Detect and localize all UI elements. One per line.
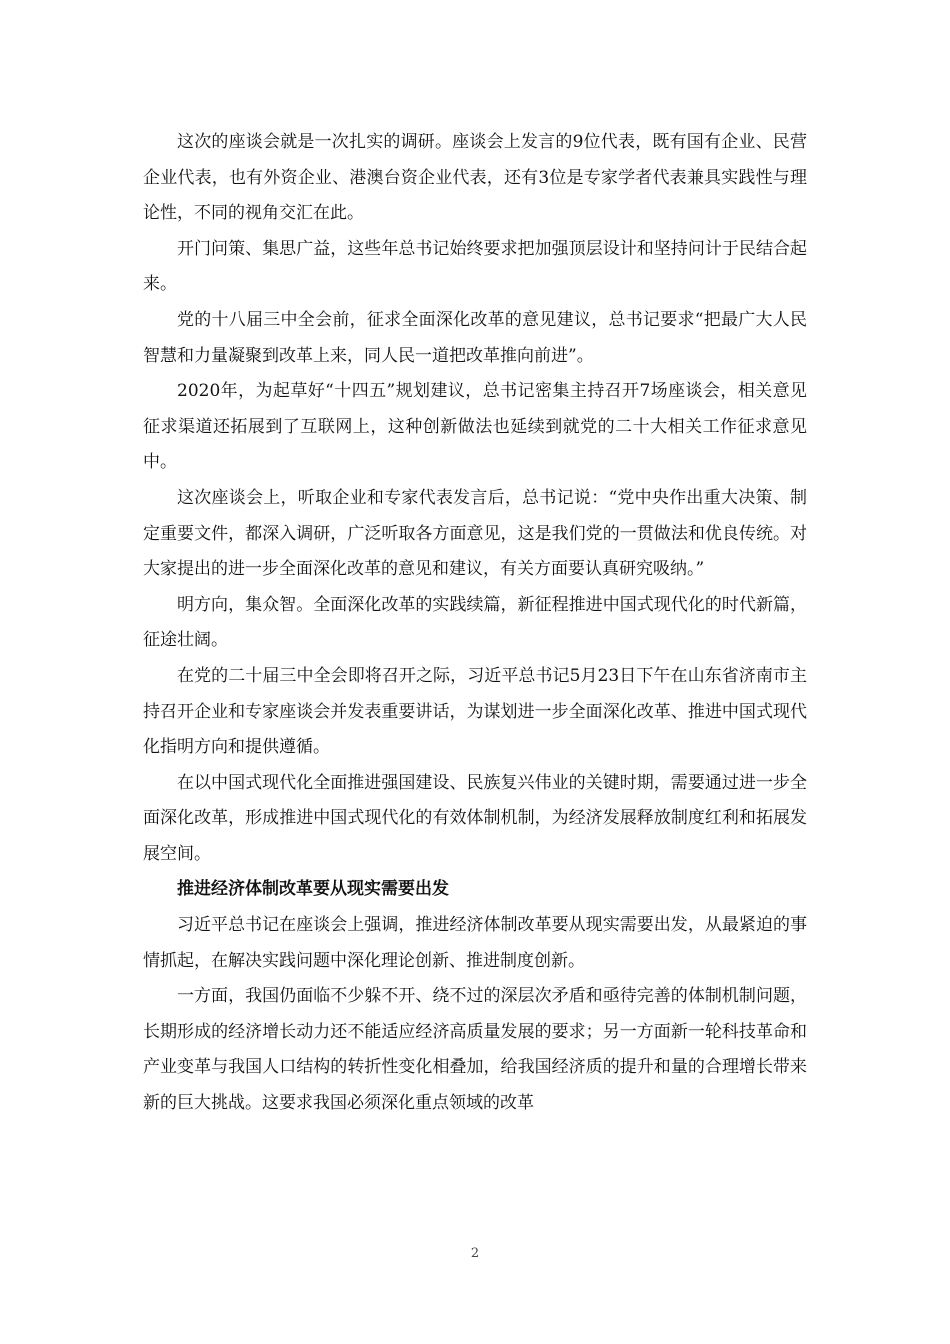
paragraph: 党的十八届三中全会前，征求全面深化改革的意见建议，总书记要求“把最广大人民智慧和力量凝聚到改革上来，同人民一道把改革推向前进”。 — [143, 309, 807, 366]
paragraph: 明方向，集众智。全面深化改革的实践续篇，新征程推进中国式现代化的时代新篇，征途壮阔。 — [143, 594, 807, 651]
page-number: 2 — [470, 1246, 480, 1261]
document-body — [143, 125, 807, 1122]
section-heading: 推进经济体制改革要从现实需要出发 — [177, 879, 449, 900]
paragraph: 习近平总书记在座谈会上强调，推进经济体制改革要从现实需要出发，从最紧迫的事情抓起，在解决实践问题中深化理论创新、推进制度创新。 — [143, 915, 807, 971]
paragraph: 2020年，为起草好“十四五”规划建议，总书记密集主持召开7场座谈会，相关意见征求渠道还拓展到了互联网上，这种创新做法也延续到就党的二十大相关工作征求意见中。 — [143, 381, 807, 473]
paragraph: 这次的座谈会就是一次扎实的调研。座谈会上发言的9位代表，既有国有企业、民营企业代表，也有外资企业、港澳台资企业代表，还有3位是专家学者代表兼具实践性与理论性，不同的视角交汇在此。 — [143, 132, 807, 224]
paragraph: 这次座谈会上，听取企业和专家代表发言后，总书记说：“党中央作出重大决策、制定重要文件，都深入调研，广泛听取各方面意见，这是我们党的一贯做法和优良传统。对大家提出的进一步全面深化改革的意见和建议，有关方面要认真研究吸纳。” — [143, 487, 807, 580]
paragraph: 在党的二十届三中全会即将召开之际，习近平总书记5月23日下午在山东省济南市主持召开企业和专家座谈会并发表重要讲话，为谋划进一步全面深化改革、推进中国式现代化指明方向和提供遵循。 — [143, 665, 807, 758]
paragraph: 开门问策、集思广益，这些年总书记始终要求把加强顶层设计和坚持问计于民结合起来。 — [143, 238, 807, 295]
paragraph: 一方面，我国仍面临不少躲不开、绕不过的深层次矛盾和亟待完善的体制机制问题，长期形成的经济增长动力还不能适应经济高质量发展的要求；另一方面新一轮科技革命和产业变革与我国人口结构的转折性变化相叠加，给我国经济质的提升和量的合理增长带来新的巨大挑战。这要求我国必须深化重点领域的改革 — [143, 986, 807, 1114]
paragraph: 在以中国式现代化全面推进强国建设、民族复兴伟业的关键时期，需要通过进一步全面深化改革，形成推进中国式现代化的有效体制机制，为经济发展释放制度红利和拓展发展空间。 — [143, 772, 807, 864]
